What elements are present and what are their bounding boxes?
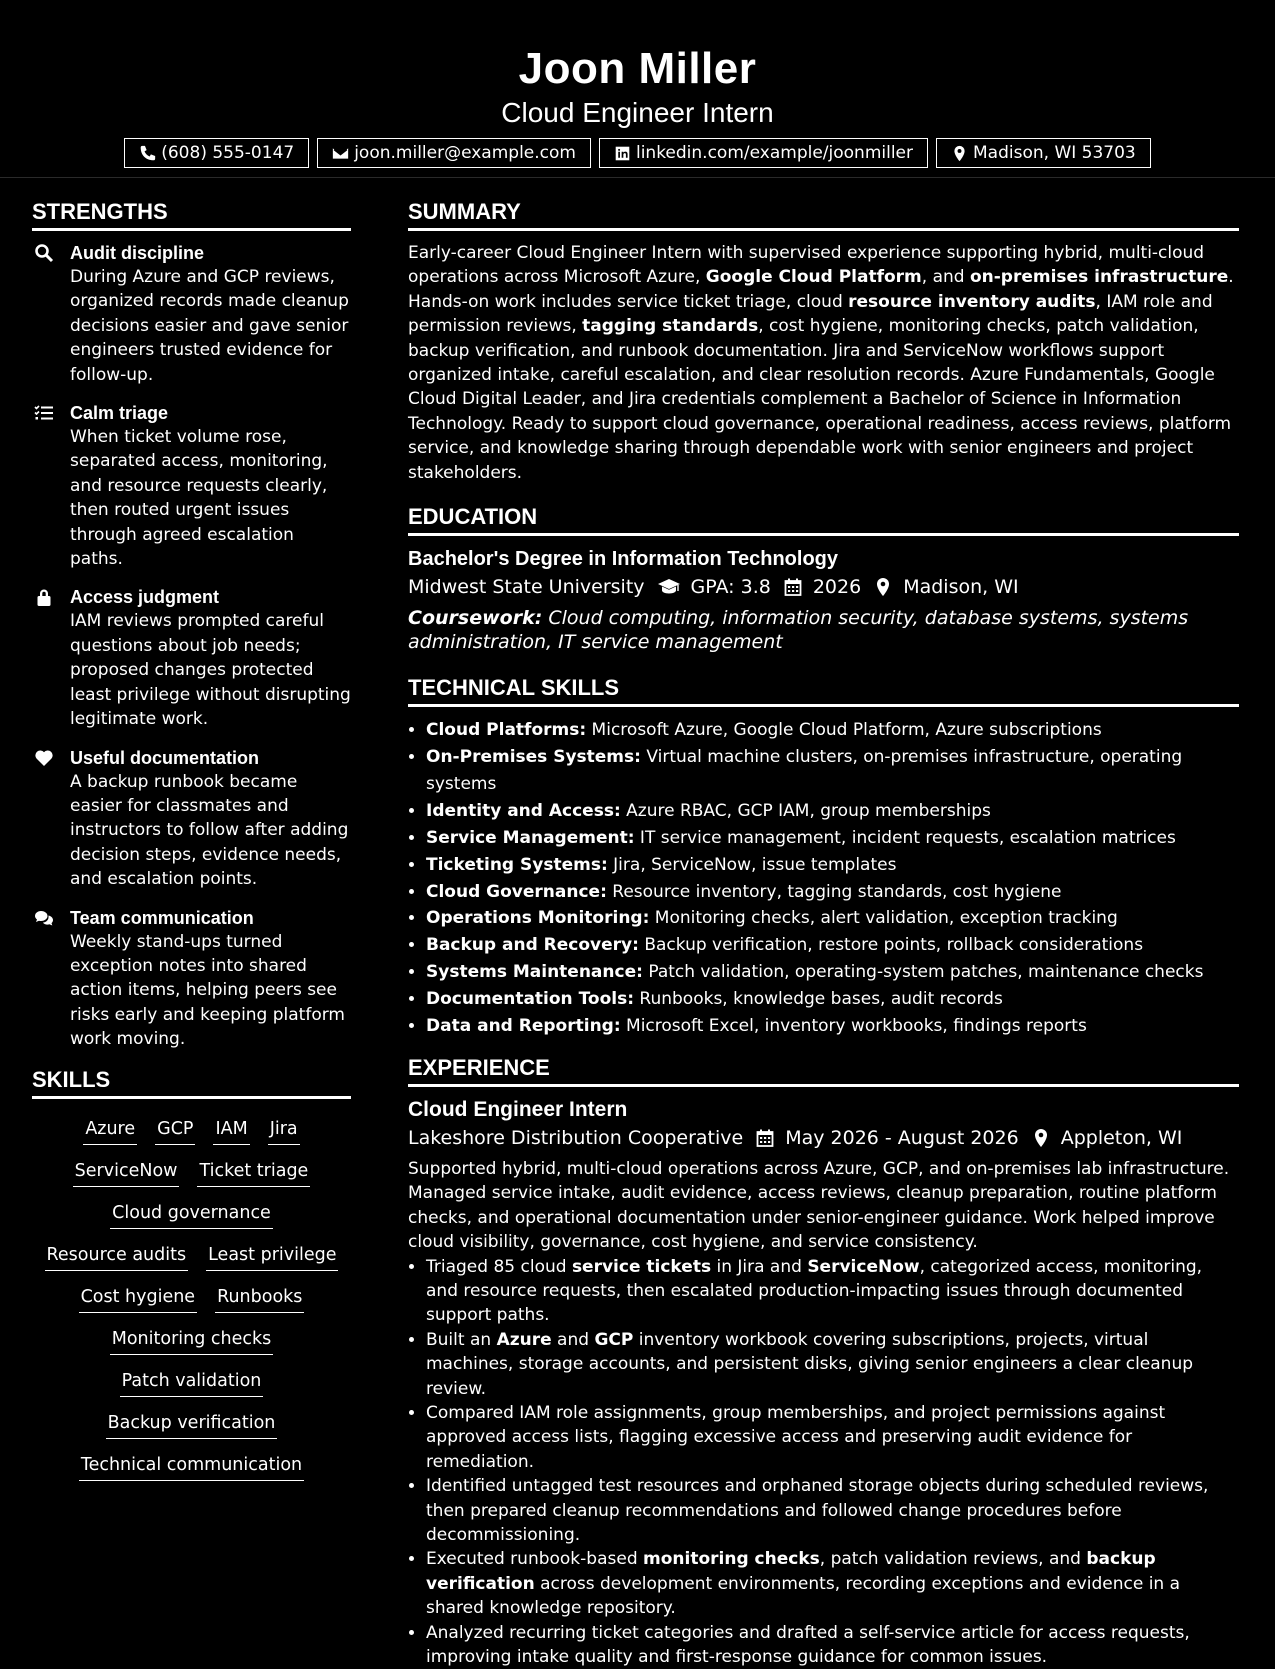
- skill-tag: Runbooks: [215, 1285, 304, 1313]
- strength-item: [32, 585, 351, 731]
- experience-bullet-segment: GCP: [594, 1329, 634, 1350]
- job-meta: [408, 1123, 1239, 1153]
- technical-skill-label: Service Management:: [426, 827, 635, 848]
- technical-skill-label: Cloud Platforms:: [426, 720, 587, 741]
- experience-bullet-segment: Compared IAM role assignments, group memberships, and project permissions against approved access lists, flagging excessive access and preserving audit evidence for remediation.: [426, 1403, 1166, 1472]
- graduation-year: 2026: [812, 576, 862, 599]
- technical-skill-value: Jira, ServiceNow, issue templates: [607, 854, 897, 875]
- technical-skill-value: Azure RBAC, GCP IAM, group memberships: [620, 800, 991, 821]
- skill-tag: Azure: [83, 1117, 137, 1145]
- contact-bar: [0, 138, 1275, 168]
- strengths-title: STRENGTHS: [32, 198, 351, 231]
- technical-skills-title: TECHNICAL SKILLS: [408, 674, 1239, 707]
- technical-skill-item: [426, 798, 1239, 825]
- experience-bullet: [426, 1474, 1239, 1547]
- experience-bullet-segment: , categorized access, monitoring, and resource requests, then escalated production-impacting issues through documented support paths.: [426, 1256, 1203, 1326]
- calendar-icon: [755, 1128, 775, 1148]
- envelope-icon: [332, 145, 349, 162]
- gpa: GPA: 3.8: [690, 576, 771, 599]
- technical-skill-value: Monitoring checks, alert validation, exception tracking: [649, 908, 1118, 929]
- experience-title: EXPERIENCE: [408, 1054, 1239, 1087]
- strength-item: [32, 906, 351, 1052]
- calendar-icon: [783, 577, 803, 597]
- contact-linkedin[interactable]: [599, 138, 928, 168]
- strength-item: [32, 401, 351, 571]
- summary-segment: , and: [921, 267, 970, 288]
- contact-phone[interactable]: [124, 138, 309, 168]
- skills-title: SKILLS: [32, 1066, 351, 1099]
- contact-location[interactable]: [936, 138, 1151, 168]
- experience-bullet-segment: , patch validation reviews, and: [819, 1549, 1087, 1570]
- strength-item: [32, 746, 351, 892]
- strength-heading: Access judgment: [70, 587, 220, 608]
- strength-text: A backup runbook became easier for classmates and instructors to follow after adding decision steps, evidence needs, and escalation points.: [70, 771, 349, 890]
- skill-tag: Monitoring checks: [110, 1327, 274, 1355]
- experience-bullet-segment: backup verification: [426, 1549, 1156, 1594]
- skill-tag: Resource audits: [45, 1243, 189, 1271]
- company-name: Lakeshore Distribution Cooperative: [408, 1126, 744, 1149]
- technical-skill-label: Backup and Recovery:: [426, 935, 639, 956]
- education-meta: [408, 572, 1239, 602]
- contact-phone-text: (608) 555-0147: [161, 143, 295, 163]
- technical-skill-item: [426, 932, 1239, 959]
- technical-skill-label: Cloud Governance:: [426, 881, 607, 902]
- job-dates: May 2026 - August 2026: [785, 1126, 1019, 1149]
- summary-segment: Early-career Cloud Engineer Intern with supervised experience supporting hybrid, multi-cloud operations across Microsoft Azure,: [408, 243, 1205, 288]
- technical-skill-item: [426, 986, 1239, 1013]
- experience-bullet: [426, 1255, 1239, 1328]
- coursework-text: Cloud computing, information security, database systems, systems administration, IT service management: [408, 607, 1189, 654]
- experience-bullet-segment: Azure: [496, 1329, 552, 1350]
- strength-item: [32, 241, 351, 387]
- contact-location-text: Madison, WI 53703: [973, 143, 1136, 163]
- skill-tag: Least privilege: [206, 1243, 338, 1271]
- skill-tag: Jira: [268, 1117, 300, 1145]
- technical-skill-label: Documentation Tools:: [426, 989, 635, 1010]
- technical-skill-value: IT service management, incident requests, escalation matrices: [634, 827, 1176, 848]
- contact-email[interactable]: [317, 138, 591, 168]
- technical-skill-label: Ticketing Systems:: [426, 854, 608, 875]
- strength-text: Weekly stand-ups turned exception notes into shared action items, helping peers see risks early and keeping platform work moving.: [70, 931, 345, 1050]
- technical-skill-label: Systems Maintenance:: [426, 962, 643, 983]
- technical-skill-label: On-Premises Systems:: [426, 746, 641, 767]
- technical-skill-label: Identity and Access:: [426, 800, 621, 821]
- candidate-name: Joon Miller: [518, 44, 757, 93]
- resume-header: [0, 0, 1275, 178]
- graduation-cap-icon: [657, 577, 681, 597]
- contact-email-text: joon.miller@example.com: [354, 143, 576, 163]
- experience-bullet-segment: service tickets: [571, 1256, 712, 1277]
- linkedin-icon: [614, 145, 631, 162]
- technical-skill-item: [426, 852, 1239, 879]
- technical-skill-item: [426, 879, 1239, 906]
- experience-bullet: [426, 1621, 1239, 1669]
- experience-bullet-segment: and: [551, 1329, 595, 1350]
- map-pin-icon: [1031, 1128, 1051, 1148]
- strength-heading: Audit discipline: [70, 243, 205, 263]
- summary-segment: on-premises infrastructure: [969, 267, 1229, 288]
- experience-bullet-segment: Triaged 85 cloud: [426, 1256, 572, 1277]
- skill-tag: Patch validation: [120, 1369, 264, 1397]
- summary-segment: , cost hygiene, monitoring checks, patch validation, backup verification, and runbook documentation. Jira and ServiceNow workflows support organized intake, careful escalation, and clear resolution records. Azure Fundamentals, Google Cloud Digital Leader, and Jira credentials complement a Bachelor of Science in Information Technology. Ready to support cloud governance, operational readiness, access reviews, platform service, and knowledge sharing through dependable work with senior engineers and project stakeholders.: [408, 316, 1232, 483]
- experience-bullet-segment: inventory workbook covering subscriptions, projects, virtual machines, storage accounts, and persistent disks, giving senior engineers a clear cleanup review.: [426, 1329, 1194, 1399]
- school-location: Madison, WI: [903, 576, 1019, 599]
- technical-skill-label: Operations Monitoring:: [426, 908, 650, 929]
- experience-bullets: [408, 1255, 1239, 1669]
- skills-list: [32, 1109, 351, 1481]
- job-location: Appleton, WI: [1060, 1126, 1183, 1149]
- job-description: Supported hybrid, multi-cloud operations across Azure, GCP, and on-premises lab infrastructure. Managed service intake, audit evidence, access reviews, cleanup preparation, routine platform checks, and operational documentation under senior-engineer guidance. Work helped improve cloud visibility, governance, cost hygiene, and service consistency.: [408, 1158, 1230, 1253]
- technical-skill-item: [426, 959, 1239, 986]
- summary-text: [408, 241, 1239, 485]
- phone-icon: [139, 145, 156, 162]
- degree-name: Bachelor's Degree in Information Technology: [408, 548, 839, 571]
- experience-bullet-segment: Executed runbook-based: [426, 1549, 644, 1570]
- experience-bullet-segment: monitoring checks: [643, 1549, 820, 1570]
- summary-segment: , IAM role and permission reviews,: [408, 291, 1213, 337]
- skill-tag: Ticket triage: [197, 1159, 310, 1187]
- skill-tag: Cloud governance: [110, 1201, 273, 1229]
- list-check-icon: [34, 403, 54, 423]
- coursework-label: Coursework:: [408, 607, 543, 630]
- strength-heading: Team communication: [70, 907, 254, 928]
- skill-tag: Backup verification: [106, 1411, 278, 1439]
- experience-bullet-segment: in Jira and: [711, 1256, 808, 1277]
- skill-tag: GCP: [155, 1117, 195, 1145]
- experience-bullet-segment: Built an: [426, 1329, 497, 1350]
- technical-skill-label: Data and Reporting:: [426, 1016, 621, 1037]
- lock-icon: [34, 587, 54, 607]
- skill-tag: Technical communication: [79, 1453, 304, 1481]
- experience-bullet: [426, 1547, 1239, 1620]
- search-icon: [34, 243, 54, 263]
- technical-skills-list: [408, 717, 1239, 1040]
- comments-icon: [34, 908, 54, 928]
- skill-tag: ServiceNow: [73, 1159, 180, 1187]
- experience-bullet-segment: ServiceNow: [807, 1256, 920, 1277]
- strengths-list: [32, 241, 351, 1052]
- skill-tag: Cost hygiene: [79, 1285, 198, 1313]
- summary-title: SUMMARY: [408, 198, 1239, 231]
- job-title: Cloud Engineer Intern: [408, 1097, 628, 1121]
- summary-segment: . Hands-on work includes service ticket triage, cloud: [408, 267, 1234, 312]
- experience-bullet-segment: Analyzed recurring ticket categories and drafted a self-service article for access requests, improving intake quality and first-response guidance for common issues.: [426, 1622, 1190, 1668]
- technical-skill-value: Backup verification, restore points, rollback considerations: [638, 935, 1144, 956]
- skill-tag: IAM: [213, 1117, 249, 1145]
- heart-icon: [34, 748, 54, 768]
- coursework: [408, 606, 1239, 654]
- strength-text: During Azure and GCP reviews, organized records made cleanup decisions easier and gave senior engineers trusted evidence for follow-up.: [70, 267, 349, 385]
- technical-skill-item: [426, 1013, 1239, 1040]
- school-name: Midwest State University: [408, 576, 645, 599]
- technical-skill-item: [426, 825, 1239, 852]
- strength-text: When ticket volume rose, separated access, monitoring, and resource requests clearly, then routed urgent issues through agreed escalation paths.: [70, 427, 328, 570]
- technical-skill-value: Microsoft Excel, inventory workbooks, findings reports: [620, 1016, 1087, 1037]
- contact-linkedin-text: linkedin.com/example/joonmiller: [635, 143, 913, 163]
- experience-bullet-segment: Identified untagged test resources and orphaned storage objects during scheduled reviews, then prepared cleanup recommendations and followed change procedures before decommissioning.: [426, 1476, 1209, 1546]
- map-pin-icon: [873, 577, 893, 597]
- left-column: [32, 198, 351, 1481]
- experience-bullet: [426, 1328, 1239, 1401]
- map-pin-icon: [951, 145, 968, 162]
- technical-skill-value: Patch validation, operating-system patches, maintenance checks: [642, 962, 1204, 983]
- technical-skill-value: Virtual machine clusters, on-premises infrastructure, operating systems: [426, 746, 1183, 794]
- technical-skill-value: Microsoft Azure, Google Cloud Platform, Azure subscriptions: [586, 720, 1102, 741]
- technical-skill-item: [426, 717, 1239, 744]
- experience-bullet-segment: across development environments, recording exceptions and evidence in a shared knowledge repository.: [426, 1573, 1181, 1619]
- technical-skill-item: [426, 744, 1239, 798]
- summary-segment: Google Cloud Platform: [705, 267, 922, 288]
- summary-segment: tagging standards: [582, 316, 759, 337]
- technical-skill-value: Resource inventory, tagging standards, cost hygiene: [606, 881, 1062, 902]
- education-title: EDUCATION: [408, 503, 1239, 536]
- technical-skill-value: Runbooks, knowledge bases, audit records: [634, 989, 1003, 1010]
- summary-segment: resource inventory audits: [848, 291, 1096, 312]
- technical-skill-item: [426, 905, 1239, 932]
- strength-heading: Calm triage: [70, 403, 169, 424]
- candidate-title: Cloud Engineer Intern: [501, 97, 774, 128]
- strength-text: IAM reviews prompted careful questions about job needs; proposed changes protected least privilege without disrupting legitimate work.: [70, 611, 351, 730]
- right-column: [408, 198, 1239, 1669]
- experience-bullet: [426, 1401, 1239, 1474]
- strength-heading: Useful documentation: [70, 747, 260, 768]
